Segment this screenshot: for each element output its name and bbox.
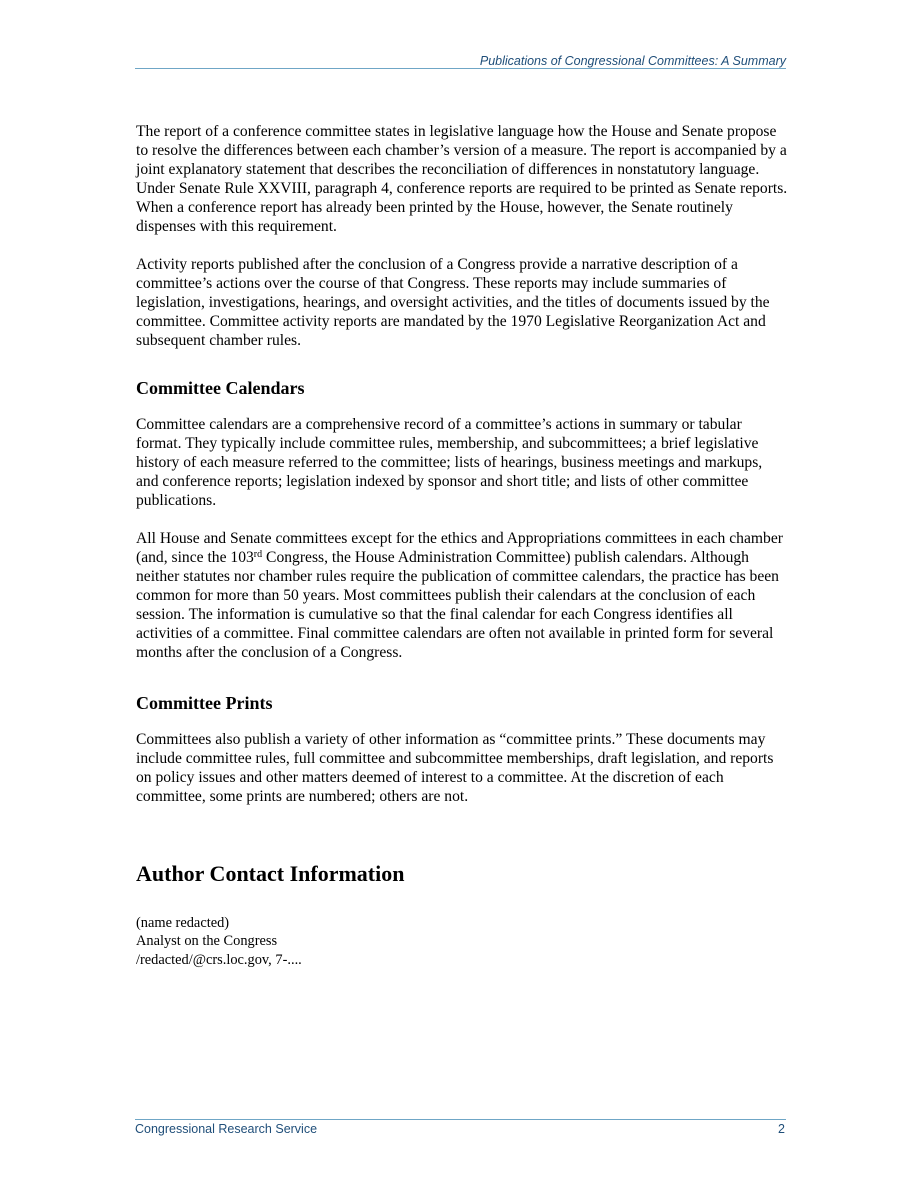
ordinal-superscript: rd <box>253 548 263 560</box>
paragraph-calendars-publication <box>136 529 788 663</box>
calendars-text-after-sup: Congress, the House Administration Committee) publish calendars. Although neither statutes nor chamber rules require the publication of committee calendars, the practice has been common for more than 50 years. Most committees publish their calendars at the conclusion of each session. The information is cumulative so that the final calendar for each Congress identifies all activities of a committee. Final committee calendars are often not available in printed form for several months after the conclusion of a Congress. <box>136 548 779 662</box>
heading-committee-calendars: Committee Calendars <box>136 378 305 399</box>
footer-organization: Congressional Research Service <box>135 1122 318 1136</box>
calendars-text-before-sup: All House and Senate committees except for the ethics and Appropriations committees in each chamber (and, since the 103 <box>136 529 783 566</box>
author-contact-details: /redacted/@crs.loc.gov, 7-.... <box>136 951 302 968</box>
paragraph-activity-reports: Activity reports published after the conclusion of a Congress provide a narrative description of a committee’s actions over the course of that Congress. These reports may include summaries of legislation, investigations, hearings, and oversight activities, and the titles of documents issued by the committee. Committee activity reports are mandated by the 1970 Legislative Reorganization Act and subsequent chamber rules. <box>136 255 770 349</box>
paragraph-committee-prints: Committees also publish a variety of other information as “committee prints.” These documents may include committee rules, full committee and subcommittee memberships, draft legislation, and reports on policy issues and other matters deemed of interest to a committee. At the discretion of each committee, some prints are numbered; others are not. <box>136 731 774 806</box>
author-title: Analyst on the Congress <box>136 933 278 950</box>
heading-committee-prints: Committee Prints <box>136 693 273 714</box>
heading-author-contact: Author Contact Information <box>136 860 405 886</box>
footer-rule <box>135 1119 786 1120</box>
paragraph-conference-report: The report of a conference committee states in legislative language how the House and Senate propose to resolve the differences between each chamber’s version of a measure. The report is accompanied by a joint explanatory statement that describes the reconciliation of differences in nonstatutory language. Under Senate Rule XXVIII, paragraph 4, conference reports are required to be printed as Senate reports. When a conference report has already been printed by the House, however, the Senate routinely dispenses with this requirement. <box>136 123 788 236</box>
footer-page-number: 2 <box>778 1122 785 1136</box>
paragraph-calendars-description: Committee calendars are a comprehensive record of a committee’s actions in summary or tabular format. They typically include committee rules, membership, and subcommittees; a brief legislative history of each measure referred to the committee; lists of hearings, business meetings and markups, and conference reports; legislation indexed by sponsor and short title; and lists of other committee publications. <box>136 416 763 510</box>
header-rule <box>135 68 786 69</box>
author-name: (name redacted) <box>136 914 230 931</box>
running-header-title: Publications of Congressional Committees: A Summary <box>479 54 786 68</box>
document-body <box>136 122 788 969</box>
